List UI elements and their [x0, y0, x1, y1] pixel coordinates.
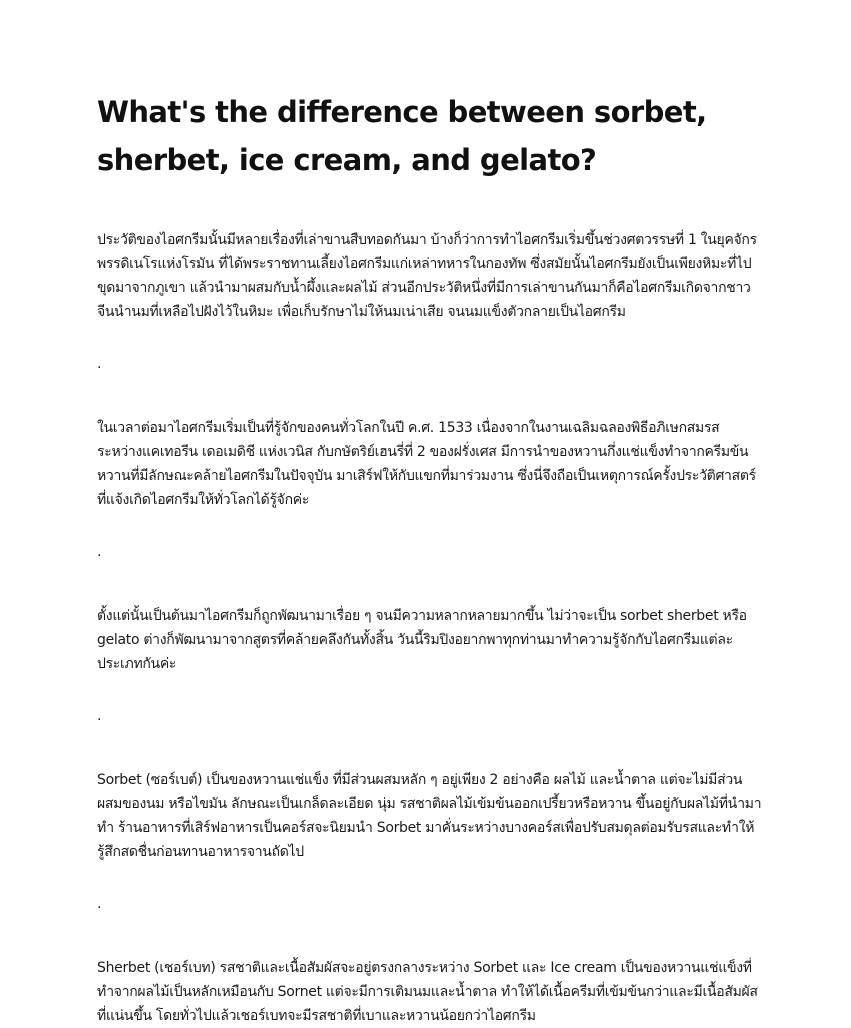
paragraph-history: ประวัติของไอศกรีมนั้นมีหลายเรื่องที่เล่าขานสืบทอดกันมา บ้างก็ว่าการทำไอศกรีมเริ่มขึ้นช่วงศตวรรษที่ 1 ในยุคจักรพรรดิเนโรแห่งโรมัน ที่ได้พระราชทานเลี้ยงไอศกรีมแก่เหล่าทหารในกองทัพ ซึ่งสมัยนั้นไอศกรีมยังเป็นเพียงหิมะที่ไปขุดมาจากภูเขา แล้วนำมาผสมกับน้ำผึ้งและผลไม้ ส่วนอีกประวัติหนึ่งที่มีการเล่าขานกันมาก็คือไอศกรีมเกิดจากชาวจีนนำนมที่เหลือไปฝังไว้ในหิมะ เพื่อเก็บรักษาไม่ให้นมเน่าเสีย จนนมแข็งตัวกลายเป็นไอศกรีม	[97, 232, 757, 320]
article	[97, 88, 762, 1028]
separator-dot: .	[97, 544, 102, 560]
spacer	[97, 864, 762, 892]
separator-dot: .	[97, 356, 102, 372]
article-title: What's the difference between sorbet, sherbet, ice cream, and gelato?	[97, 95, 707, 177]
spacer	[97, 512, 762, 540]
spacer	[97, 184, 762, 228]
spacer	[97, 324, 762, 352]
paragraph-development: ตั้งแต่นั้นเป็นต้นมาไอศกรีมก็ถูกพัฒนามาเรื่อย ๆ จนมีความหลากหลายมากขึ้น ไม่ว่าจะเป็น sorbet sherbet หรือ gelato ต่างก็พัฒนามาจากสูตรที่คล้ายคลึงกันทั้งสิ้น วันนี้ริมปิงอยากพาทุกท่านมาทำความรู้จักกับไอศกรีมแต่ละประเภทกันค่ะ	[97, 608, 747, 672]
separator-dot: .	[97, 708, 102, 724]
paragraph-sorbet: Sorbet (ซอร์เบต์) เป็นของหวานแช่แข็ง ที่มีส่วนผสมหลัก ๆ อยู่เพียง 2 อย่างคือ ผลไม้ และน้ำตาล แต่จะไม่มีส่วนผสมของนม หรือไขมัน ลักษณะเป็นเกล็ดละเอียด นุ่ม รสชาติผลไม้เข้มข้นออกเปรี้ยวหรือหวาน ขึ้นอยู่กับผลไม้ที่นำมาทำ ร้านอาหารที่เสิร์ฟอาหารเป็นคอร์สจะนิยมนำ Sorbet มาคั่นระหว่างบางคอร์สเพื่อปรับสมดุลต่อมรับรสและทำให้รู้สึกสดชื่นก่อนทานอาหารจานถัดไป	[97, 772, 762, 860]
paragraph-1533: ในเวลาต่อมาไอศกรีมเริ่มเป็นที่รู้จักของคนทั่วโลกในปี ค.ศ. 1533 เนื่องจากในงานเฉลิมฉลองพิธีอภิเษกสมรสระหว่างแคเทอรีน เดอเมดิชี แห่งเวนิส กับกษัตริย์เฮนรี่ที่ 2 ของฝรั่งเศส มีการนำของหวานกึ่งแช่แข็งทำจากครีมข้นหวานที่มีลักษณะคล้ายไอศกรีมในปัจจุบัน มาเสิร์ฟให้กับแขกที่มาร่วมงาน ซึ่งนี่จึงถือเป็นเหตุการณ์ครั้งประวัติศาสตร์ที่แจ้งเกิดไอศกรีมให้ทั่วโลกได้รู้จักค่ะ	[97, 420, 756, 508]
separator-dot: .	[97, 896, 102, 912]
paragraph-sherbet: Sherbet (เชอร์เบท) รสชาติและเนื้อสัมผัสจะอยู่ตรงกลางระหว่าง Sorbet และ Ice cream เป็นของหวานแช่แข็งที่ทำจากผลไม้เป็นหลักเหมือนกับ Sornet แต่จะมีการเติมนมและน้ำตาล ทำให้ได้เนื้อครีมที่เข้มข้นกว่าและมีเนื้อสัมผัสที่แน่นขึ้น โดยทั่วไปแล้วเชอร์เบทจะมีรสชาติที่เบาและหวานน้อยกว่าไอศกรีม	[97, 960, 758, 1024]
spacer	[97, 676, 762, 704]
spacer	[97, 564, 762, 604]
spacer	[97, 916, 762, 956]
spacer	[97, 728, 762, 768]
spacer	[97, 376, 762, 416]
